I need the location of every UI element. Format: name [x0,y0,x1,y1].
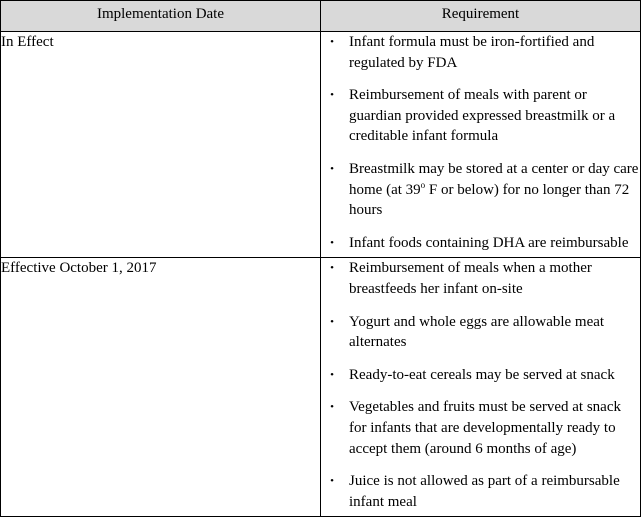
requirement-text: Yogurt and whole eggs are allowable meat alternates [349,313,605,351]
requirement-cell-october-2017 [321,258,641,517]
list-item [321,312,640,353]
requirement-list [321,32,640,253]
requirement-text: Reimbursement of meals with parent or guardian provided expressed breastmilk or a creditable infant formula [349,87,616,145]
bullet-icon: • [330,236,334,249]
requirement-text: Juice is not allowed as part of a reimbursable infant meal [349,473,620,510]
list-item [321,258,640,299]
requirement-text [349,161,638,218]
list-item [321,365,640,386]
requirement-list [321,258,640,512]
requirement-text-before: Breastmilk may be stored at a center or day care home (at 39 [349,160,639,198]
header-implementation-date: Implementation Date [1,1,321,32]
requirement-text: Infant foods containing DHA are reimbursable [349,234,629,251]
requirement-text: Vegetables and fruits must be served at snack for infants that are developmentally ready to accept them (around 6 months of age) [349,399,621,457]
table-row-october-2017 [1,258,641,517]
date-cell-in-effect: In Effect [1,32,321,258]
list-item [321,159,640,221]
header-requirement: Requirement [321,1,641,32]
bullet-icon: • [330,401,334,414]
list-item [321,471,640,512]
date-cell-october-2017: Effective October 1, 2017 [1,258,321,517]
bullet-icon: • [330,89,334,102]
bullet-icon: • [330,162,334,175]
list-item [321,32,640,73]
requirement-cell-in-effect [321,32,641,258]
bullet-icon: • [330,315,334,328]
requirement-text: Reimbursement of meals when a mother breastfeeds her infant on-site [349,260,592,297]
requirement-text-after: F or below) for no longer than 72 hours [349,181,630,219]
degree-superscript: o [420,179,426,190]
table-row-in-effect [1,32,641,258]
list-item [321,397,640,459]
requirement-text: Ready-to-eat cereals may be served at snack [349,366,615,383]
bullet-icon: • [330,368,334,381]
requirement-text: Infant formula must be iron-fortified and regulated by FDA [349,34,595,71]
list-item [321,233,640,254]
header-row [1,1,641,32]
bullet-icon: • [330,36,334,48]
list-item [321,85,640,147]
bullet-icon: • [330,262,334,275]
bullet-icon: • [330,475,334,488]
